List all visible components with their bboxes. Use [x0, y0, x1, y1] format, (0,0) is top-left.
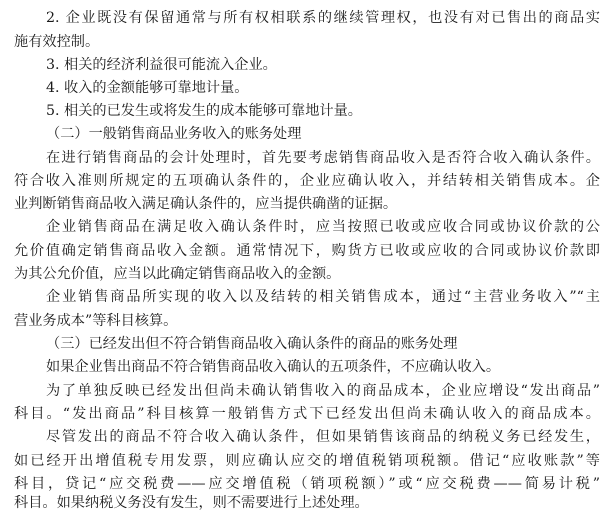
section-heading: （三）已经发出但不符合销售商品收入确认条件的商品的账务处理	[46, 336, 458, 352]
text-line: 符合收入准则所规定的五项确认条件的，企业应确认收入，并结转相关销售成本。企	[14, 173, 600, 189]
text-line: 2. 企业既没有保留通常与所有权相联系的继续管理权，也没有对已售出的商品实	[46, 10, 600, 26]
text-line: 5. 相关的已发生或将发生的成本能够可靠地计量。	[46, 103, 362, 119]
text-line: 科目。如果纳税义务没有发生，则不需要进行上述处理。	[14, 495, 369, 511]
text-line: 如已经开出增值税专用发票，则应确认应交的增值税销项税额。借记“应收账款”等	[14, 453, 600, 469]
text-line: 允价值确定销售商品收入金额。通常情况下，购货方已收或应收的合同或协议价款即	[14, 243, 600, 259]
text-line: 营业务成本”等科目核算。	[14, 313, 178, 329]
text-line: 为其公允价值，应当以此确定销售商品收入的金额。	[14, 266, 341, 282]
text-line: 为了单独反映已经发出但尚未确认销售收入的商品成本，企业应增设“发出商品”	[46, 383, 600, 399]
text-line: 业判断销售商品收入满足确认条件的，应当提供确凿的证据。	[14, 196, 398, 212]
text-line: 3. 相关的经济利益很可能流入企业。	[46, 57, 277, 73]
text-line: 企业销售商品在满足收入确认条件时，应当按照已收或应收合同或协议价款的公	[46, 219, 600, 235]
section-heading: （二）一般销售商品业务收入的账务处理	[46, 126, 302, 142]
text-line: 施有效控制。	[14, 34, 100, 50]
text-line: 在进行销售商品的会计处理时，首先要考虑销售商品收入是否符合收入确认条件。	[46, 150, 600, 166]
text-line: 科目，贷记“应交税费——应交增值税（销项税额）”或“应交税费——简易计税”	[14, 476, 600, 492]
text-line: 如果企业售出商品不符合销售商品收入确认的五项条件，不应确认收入。	[46, 359, 501, 375]
text-line: 科目。“发出商品”科目核算一般销售方式下已经发出但尚未确认收入的商品成本。	[14, 406, 600, 422]
text-line: 4. 收入的金额能够可靠地计量。	[46, 80, 249, 96]
text-line: 尽管发出的商品不符合收入确认条件，但如果销售该商品的纳税义务已经发生，	[46, 429, 600, 445]
text-line: 企业销售商品所实现的收入以及结转的相关销售成本，通过“主营业务收入”“主	[46, 289, 600, 305]
